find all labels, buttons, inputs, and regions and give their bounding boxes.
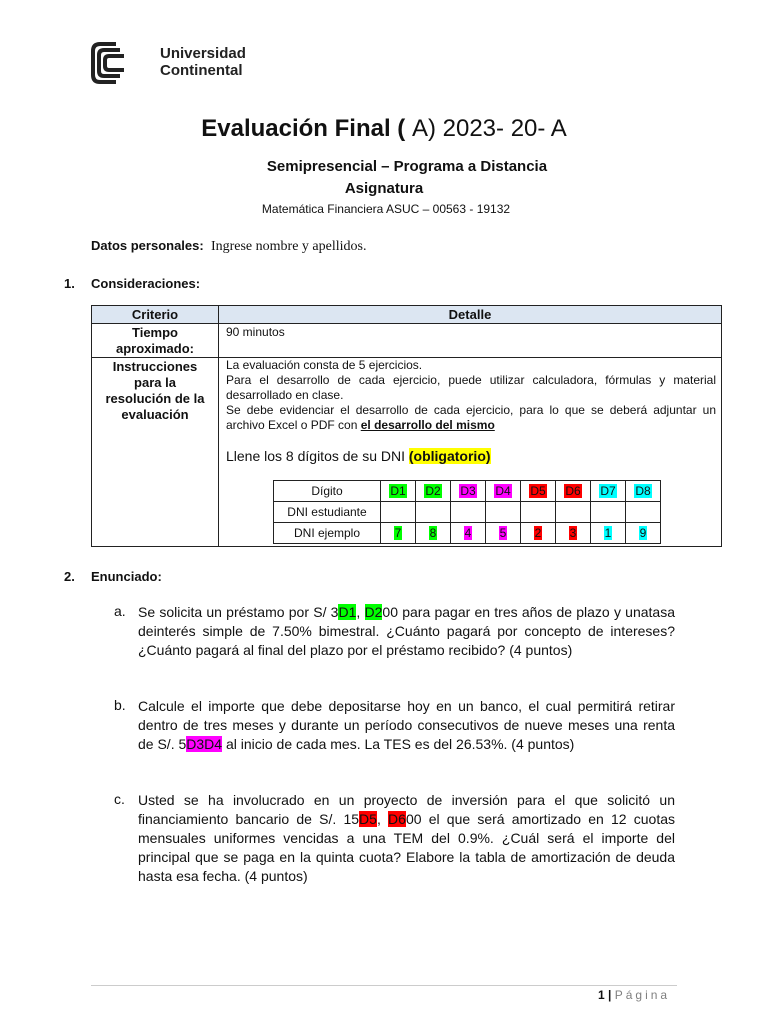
row2-crit-line3: resolución de la bbox=[105, 391, 205, 406]
row2-criterio bbox=[92, 359, 218, 423]
dni-student-row bbox=[274, 502, 661, 523]
example-digit-3: 4 bbox=[464, 526, 472, 540]
page-footer bbox=[598, 988, 670, 1002]
title-main: Evaluación Final ( bbox=[201, 115, 406, 142]
page-separator: | bbox=[608, 988, 612, 1002]
row2-crit-line2: para la bbox=[134, 375, 176, 390]
dni-example-label: DNI ejemplo bbox=[274, 523, 381, 544]
item-a-comma: , bbox=[356, 604, 365, 620]
digit-d3: D3 bbox=[460, 484, 476, 498]
dni-student-cell[interactable] bbox=[416, 502, 451, 523]
dni-student-label: DNI estudiante bbox=[274, 502, 381, 523]
item-b-part2: al inicio de cada mes. La TES es del 26.53%. (4 puntos) bbox=[222, 736, 575, 752]
header-criterio: Criterio bbox=[131, 307, 179, 322]
dni-student-cell[interactable] bbox=[626, 502, 661, 523]
dni-digit-row bbox=[274, 481, 661, 502]
row2-crit-line1: Instrucciones bbox=[112, 359, 198, 374]
item-b-part1: Calcule el importe que debe depositarse hoy en un banco, el cual permitirá retirar dentro de tres meses y durante un período consecutivos de nueve meses una renta de S/. 5 bbox=[138, 698, 675, 752]
item-b-label: b. bbox=[114, 697, 126, 713]
personal-data-label: Datos personales: bbox=[91, 238, 204, 253]
dni-prompt-text: Llene los 8 dígitos de su DNI bbox=[226, 448, 405, 464]
example-digit-2: 8 bbox=[429, 526, 437, 540]
page-number: 1 bbox=[598, 988, 605, 1002]
instruction-2: Para el desarrollo de cada ejercicio, puede utilizar calculadora, fórmulas y material desarrollado en clase. bbox=[226, 373, 716, 402]
example-digit-8: 9 bbox=[639, 526, 647, 540]
section-1-number: 1. bbox=[64, 276, 75, 291]
dni-digit-label: Dígito bbox=[274, 481, 381, 502]
example-digit-4: 5 bbox=[499, 526, 507, 540]
section-2-number: 2. bbox=[64, 569, 75, 584]
dni-prompt bbox=[226, 448, 491, 464]
item-a-text bbox=[138, 603, 675, 660]
title-version: A) bbox=[411, 115, 436, 142]
row1-criterio bbox=[92, 325, 218, 357]
personal-data bbox=[91, 238, 366, 255]
logo-line-1: Universidad bbox=[160, 45, 246, 62]
row1-crit-line1: Tiempo bbox=[132, 325, 178, 340]
item-a-d2: D2 bbox=[364, 604, 383, 620]
digit-d8: D8 bbox=[635, 484, 651, 498]
digit-d4: D4 bbox=[495, 484, 511, 498]
instruction-3-underlined: el desarrollo del mismo bbox=[360, 418, 495, 432]
section-2-heading bbox=[64, 569, 162, 584]
row1-detalle: 90 minutos bbox=[226, 325, 285, 339]
section-1-title: Consideraciones: bbox=[91, 276, 201, 291]
item-a-d1: D1 bbox=[338, 604, 357, 620]
item-c-d5: D5 bbox=[359, 811, 377, 827]
instruction-3 bbox=[226, 403, 716, 433]
personal-data-field[interactable]: Ingrese nombre y apellidos. bbox=[210, 239, 367, 254]
dni-student-cell[interactable] bbox=[556, 502, 591, 523]
title-year: 2023- 20- A bbox=[442, 115, 567, 142]
example-digit-7: 1 bbox=[604, 526, 612, 540]
item-a-part1: Se solicita un préstamo por S/ 3 bbox=[138, 604, 339, 620]
digit-d5: D5 bbox=[530, 484, 546, 498]
modality-subtitle: Semipresencial – Programa a Distancia bbox=[266, 158, 548, 175]
page-word: Página bbox=[614, 988, 671, 1002]
footer-divider bbox=[91, 985, 677, 986]
logo-line-2: Continental bbox=[160, 62, 243, 79]
dni-student-cell[interactable] bbox=[381, 502, 416, 523]
dni-student-cell[interactable] bbox=[521, 502, 556, 523]
dni-table bbox=[273, 480, 661, 544]
dni-student-cell[interactable] bbox=[451, 502, 486, 523]
example-digit-6: 3 bbox=[569, 526, 577, 540]
example-digit-1: 7 bbox=[394, 526, 402, 540]
row2-detalle bbox=[226, 358, 716, 433]
item-a-part2: 00 para pagar en tres años de plazo y unatasa deinterés simple de 7.50% bimestral. ¿Cuánto pagará por concepto de intereses? ¿Cuánto pagará al final del plazo por el préstamo recibido? (4 puntos) bbox=[138, 604, 675, 658]
university-logo-icon bbox=[90, 41, 152, 85]
row1-crit-line2: aproximado: bbox=[115, 341, 194, 356]
dni-required-badge: (obligatorio) bbox=[408, 448, 491, 464]
instruction-1: La evaluación consta de 5 ejercicios. bbox=[226, 358, 423, 372]
item-c-part1: Usted se ha involucrado en un proyecto de inversión para el que solicitó un financiamiento bancario de S/. 15 bbox=[138, 792, 675, 827]
header-detalle: Detalle bbox=[448, 307, 492, 322]
item-a-label: a. bbox=[114, 603, 126, 619]
dni-student-cell[interactable] bbox=[591, 502, 626, 523]
digit-d7: D7 bbox=[600, 484, 616, 498]
dni-example-row bbox=[274, 523, 661, 544]
course-name: Matemática Financiera ASUC – 00563 - 19132 bbox=[261, 202, 511, 216]
row2-crit-line4: evaluación bbox=[121, 407, 189, 422]
item-b-d3d4: D3D4 bbox=[186, 736, 223, 752]
item-c-d6: D6 bbox=[388, 811, 406, 827]
item-c-label: c. bbox=[114, 791, 125, 807]
page-title bbox=[0, 115, 768, 143]
item-c-part2: 00 el que será amortizado en 12 cuotas mensuales uniformes vencidas a una TEM del 0.9%. ¿Cuál será el importe del principal que se paga en la quinta cuota? Elabore la tabla de amortización de deuda hasta esa fecha. (4 puntos) bbox=[138, 811, 676, 884]
instruction-3-text: Se debe evidenciar el desarrollo de cada ejercicio, para lo que se deberá adjuntar un archivo Excel o PDF con bbox=[226, 403, 716, 432]
digit-d6: D6 bbox=[565, 484, 581, 498]
digit-d1: D1 bbox=[390, 484, 406, 498]
logo-text bbox=[160, 45, 246, 79]
section-2-title: Enunciado: bbox=[91, 569, 162, 584]
example-digit-5: 2 bbox=[534, 526, 542, 540]
item-b-text bbox=[138, 697, 675, 754]
item-c-comma: , bbox=[376, 811, 389, 827]
item-c-text bbox=[138, 791, 675, 886]
section-1-heading bbox=[64, 276, 200, 291]
dni-student-cell[interactable] bbox=[486, 502, 521, 523]
course-label: Asignatura bbox=[344, 180, 424, 197]
digit-d2: D2 bbox=[425, 484, 441, 498]
